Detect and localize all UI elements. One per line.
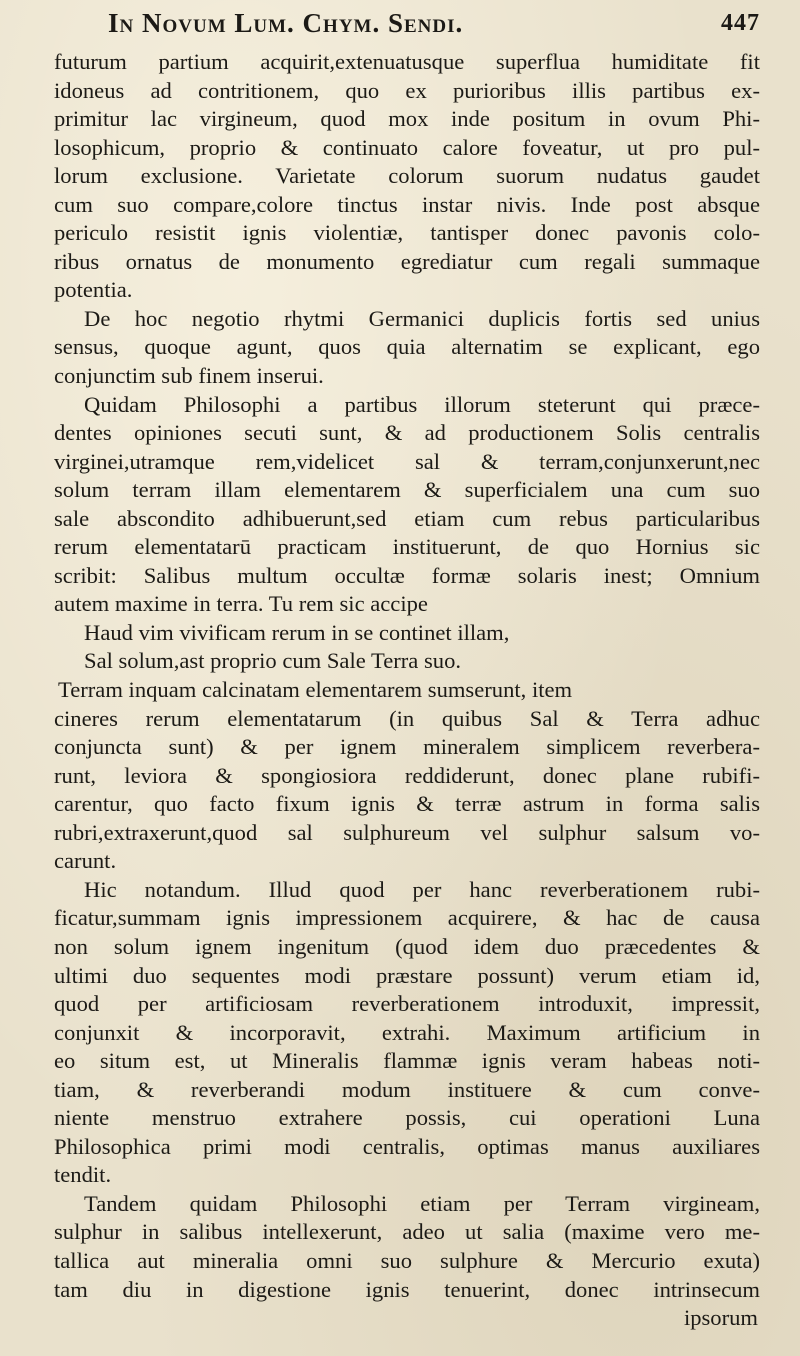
text-line: sulphur in salibus intellexerunt, adeo ut salia (maxime vero me- xyxy=(54,1219,760,1245)
text-line: niente menstruo extrahere possis, cui operationi Luna xyxy=(54,1105,760,1131)
text-line: tam diu in digestione ignis tenuerint, donec intrinsecum xyxy=(54,1276,760,1302)
text-line: Sal solum,ast proprio cum Sale Terra suo. xyxy=(84,648,462,674)
text-line: autem maxime in terra. Tu rem sic accipe xyxy=(54,591,428,617)
text-line: ribus ornatus de monumento egrediatur cum regali summaque xyxy=(54,248,760,274)
text-line: rubri,extraxerunt,quod sal sulphureum vel sulphur salsum vo- xyxy=(54,819,760,845)
text-line: lorum exclusione. Varietate colorum suorum nudatus gaudet xyxy=(54,163,760,189)
body-text xyxy=(54,48,760,1304)
text-line: conjunxit & incorporavit, extrahi. Maximum artificium in xyxy=(54,1019,760,1045)
text-line: tiam, & reverberandi modum instituere & cum conve- xyxy=(54,1076,760,1102)
text-line: potentia. xyxy=(54,277,133,303)
running-title: In Novum Lum. Chym. Sendi. xyxy=(108,8,464,38)
text-line: periculo resistit ignis violentiæ, tantisper donec pavonis colo- xyxy=(54,220,760,246)
text-line: Quidam Philosophi a partibus illorum steterunt qui præce- xyxy=(84,391,760,417)
text-line: sale abscondito adhibuerunt,sed etiam cum rebus particularibus xyxy=(54,505,760,531)
text-line: tallica aut mineralia omni suo sulphure & Mercurio exuta) xyxy=(54,1247,760,1273)
text-line: rerum elementatarū practicam instituerunt, de quo Hornius sic xyxy=(54,534,760,560)
text-line: Haud vim vivificam rerum in se continet illam, xyxy=(84,619,510,645)
text-line: non solum ignem ingenitum (quod idem duo præcedentes & xyxy=(54,933,760,959)
text-line: runt, leviora & spongiosiora reddiderunt, donec plane rubifi- xyxy=(54,762,760,788)
text-line: idoneus ad contritionem, quo ex purioribus illis partibus ex- xyxy=(54,77,760,103)
text-line: dentes opiniones secuti sunt, & ad productionem Solis centralis xyxy=(54,420,760,446)
text-line: Hic notandum. Illud quod per hanc reverberationem rubi- xyxy=(84,876,760,902)
catchword: ipsorum xyxy=(683,1305,758,1331)
text-line: ficatur,summam ignis impressionem acquirere, & hac de causa xyxy=(54,905,760,931)
text-line: conjuncta sunt) & per ignem mineralem simplicem reverbera- xyxy=(54,734,760,760)
text-line: tendit. xyxy=(54,1162,112,1188)
text-line: carentur, quo facto fixum ignis & terræ astrum in forma salis xyxy=(54,791,760,817)
text-line: losophicum, proprio & continuato calore foveatur, ut pro pul- xyxy=(54,134,760,160)
text-line: quod per artificiosam reverberationem introduxit, impressit, xyxy=(54,991,760,1017)
text-line: futurum partium acquirit,extenuatusque superflua humiditate fit xyxy=(54,49,760,74)
text-line: virginei,utramque rem,videlicet sal & terram,conjunxerunt,nec xyxy=(54,448,760,474)
text-line: scribit: Salibus multum occultæ formæ solaris inest; Omnium xyxy=(54,562,760,588)
text-line: Terram inquam calcinatam elementarem sumserunt, item xyxy=(58,677,573,703)
text-line: carunt. xyxy=(54,848,117,874)
text-line: Tandem quidam Philosophi etiam per Terram virgineam, xyxy=(84,1190,760,1216)
text-line: solum terram illam elementarem & superficialem una cum suo xyxy=(54,477,760,503)
text-line: cum suo compare,colore tinctus instar nivis. Inde post absque xyxy=(54,191,760,217)
running-head xyxy=(54,8,760,48)
text-line: ultimi duo sequentes modi præstare possunt) verum etiam id, xyxy=(54,962,760,988)
page-number: 447 xyxy=(721,10,760,36)
text-line: conjunctim sub finem inserui. xyxy=(54,363,324,389)
text-line: De hoc negotio rhytmi Germanici duplicis fortis sed unius xyxy=(84,305,760,331)
text-line: cineres rerum elementatarum (in quibus Sal & Terra adhuc xyxy=(54,705,760,731)
text-line: primitur lac virgineum, quod mox inde positum in ovum Phi- xyxy=(54,106,760,132)
text-line: eo situm est, ut Mineralis flammæ ignis veram habeas noti- xyxy=(54,1048,760,1074)
text-line: Philosophica primi modi centralis, optimas manus auxiliares xyxy=(54,1133,760,1159)
text-line: sensus, quoque agunt, quos quia alternatim se explicant, ego xyxy=(54,334,760,360)
